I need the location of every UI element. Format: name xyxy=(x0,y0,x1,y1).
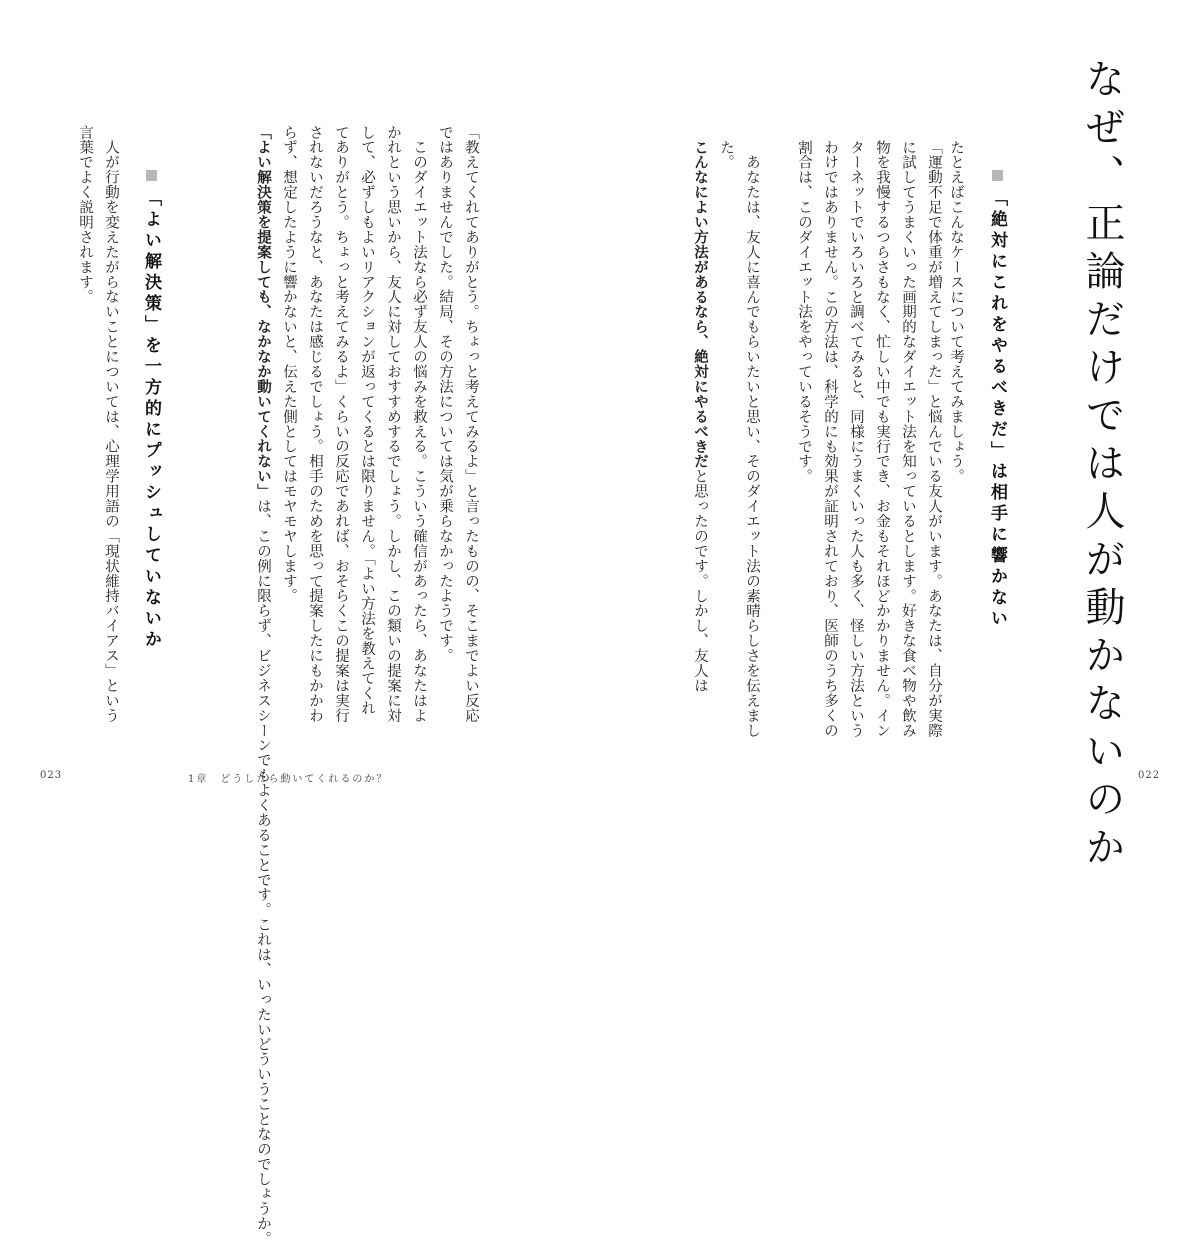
section-heading-1: 「絶対にこれをやるべきだ」は相手に響かない xyxy=(988,170,1005,630)
text-line: に試してうまくいった画期的なダイエット法を知っているとします。好きな食べ物や飲み xyxy=(900,140,916,738)
text-line: 人が行動を変えたがらないことについては、心理学用語の「現状維持バイアス」という xyxy=(103,125,119,723)
square-bullet-icon xyxy=(992,170,1003,181)
text-line: た。 xyxy=(718,140,734,170)
text-line: このダイエット法なら必ず友人の悩みを救える。こういう確信があったら、あなたはよ xyxy=(411,125,427,723)
text-line: 「教えてくれてありがとう。ちょっと考えてみるよ」と言ったものの、そこまでよい反応 xyxy=(463,125,479,723)
text-line-tail: と思ったのです。しかし、友人は xyxy=(692,468,708,694)
text-line: 割合は、このダイエット法をやっているそうです。 xyxy=(796,140,812,484)
paragraph-after-heading xyxy=(72,125,124,723)
text-line: わけではありません。この方法は、科学的にも効果が証明されており、医師のうち多くの xyxy=(822,140,838,738)
text-line: かれという思いから、友人に対しておすすめするでしょう。しかし、この類いの提案に対 xyxy=(385,125,401,723)
page-022 xyxy=(601,0,1202,874)
section-heading-2: 「よい解決策」を一方的にプッシュしていないか xyxy=(142,170,159,651)
square-bullet-icon xyxy=(146,170,157,181)
text-line: 物を我慢するつらさもなく、忙しい中でも実行でき、お金もそれほどかかりません。イン xyxy=(874,140,890,738)
text-line-tail: は、この例に限らず、ビジネスシーンでもよくあることです。これは、いったいどういうことなのでしょうか。 xyxy=(255,498,271,1246)
text-line: ターネットでいろいろと調べてみると、同様にうまくいった人も多く、怪しい方法という xyxy=(848,140,864,738)
paragraph-3-block xyxy=(687,140,765,738)
text-line: らず、想定したように響かないと、伝えた側としてはモヤモヤします。 xyxy=(281,125,297,604)
text-line: ではありませんでした。結局、その方法については気が乗らなかったようです。 xyxy=(437,125,453,664)
text-line xyxy=(687,140,713,738)
text-line: 言葉でよく説明されます。 xyxy=(77,125,93,305)
text-line: されないだろうなと、あなたは感じるでしょう。相手のためを思って提案したにもかかわ xyxy=(307,125,323,723)
text-line: あなたは、友人に喜んでもらいたいと思い、そのダイエット法の素晴らしさを伝えまし xyxy=(744,140,760,738)
text-line: 「運動不足で体重が増えてしまった」と悩んでいる友人がいます。あなたは、自分が実際 xyxy=(926,140,942,738)
text-line xyxy=(250,125,276,1246)
chapter-title: なぜ、正論だけでは人が動かないのか xyxy=(1079,58,1125,874)
folio-left: 023 xyxy=(40,770,63,781)
folio-right: 022 xyxy=(1138,770,1161,781)
emphasis-text: 「よい解決策を提案しても、なかなか動いてくれない」 xyxy=(255,125,271,499)
paragraph-1: たとえばこんなケースについて考えてみましょう。 xyxy=(948,140,964,484)
text-line: して、必ずしもよいリアクションが返ってくるとは限りません。「よい方法を教えてくれ xyxy=(359,125,375,716)
text-line: てありがとう。ちょっと考えてみるよ」くらいの反応であれば、おそらくこの提案は実行 xyxy=(333,125,349,723)
emphasis-text: こんなによい方法があるなら、絶対にやるべきだ xyxy=(692,140,708,469)
running-head: 1章 どうしたら動いてくれるのか？ xyxy=(188,774,389,785)
